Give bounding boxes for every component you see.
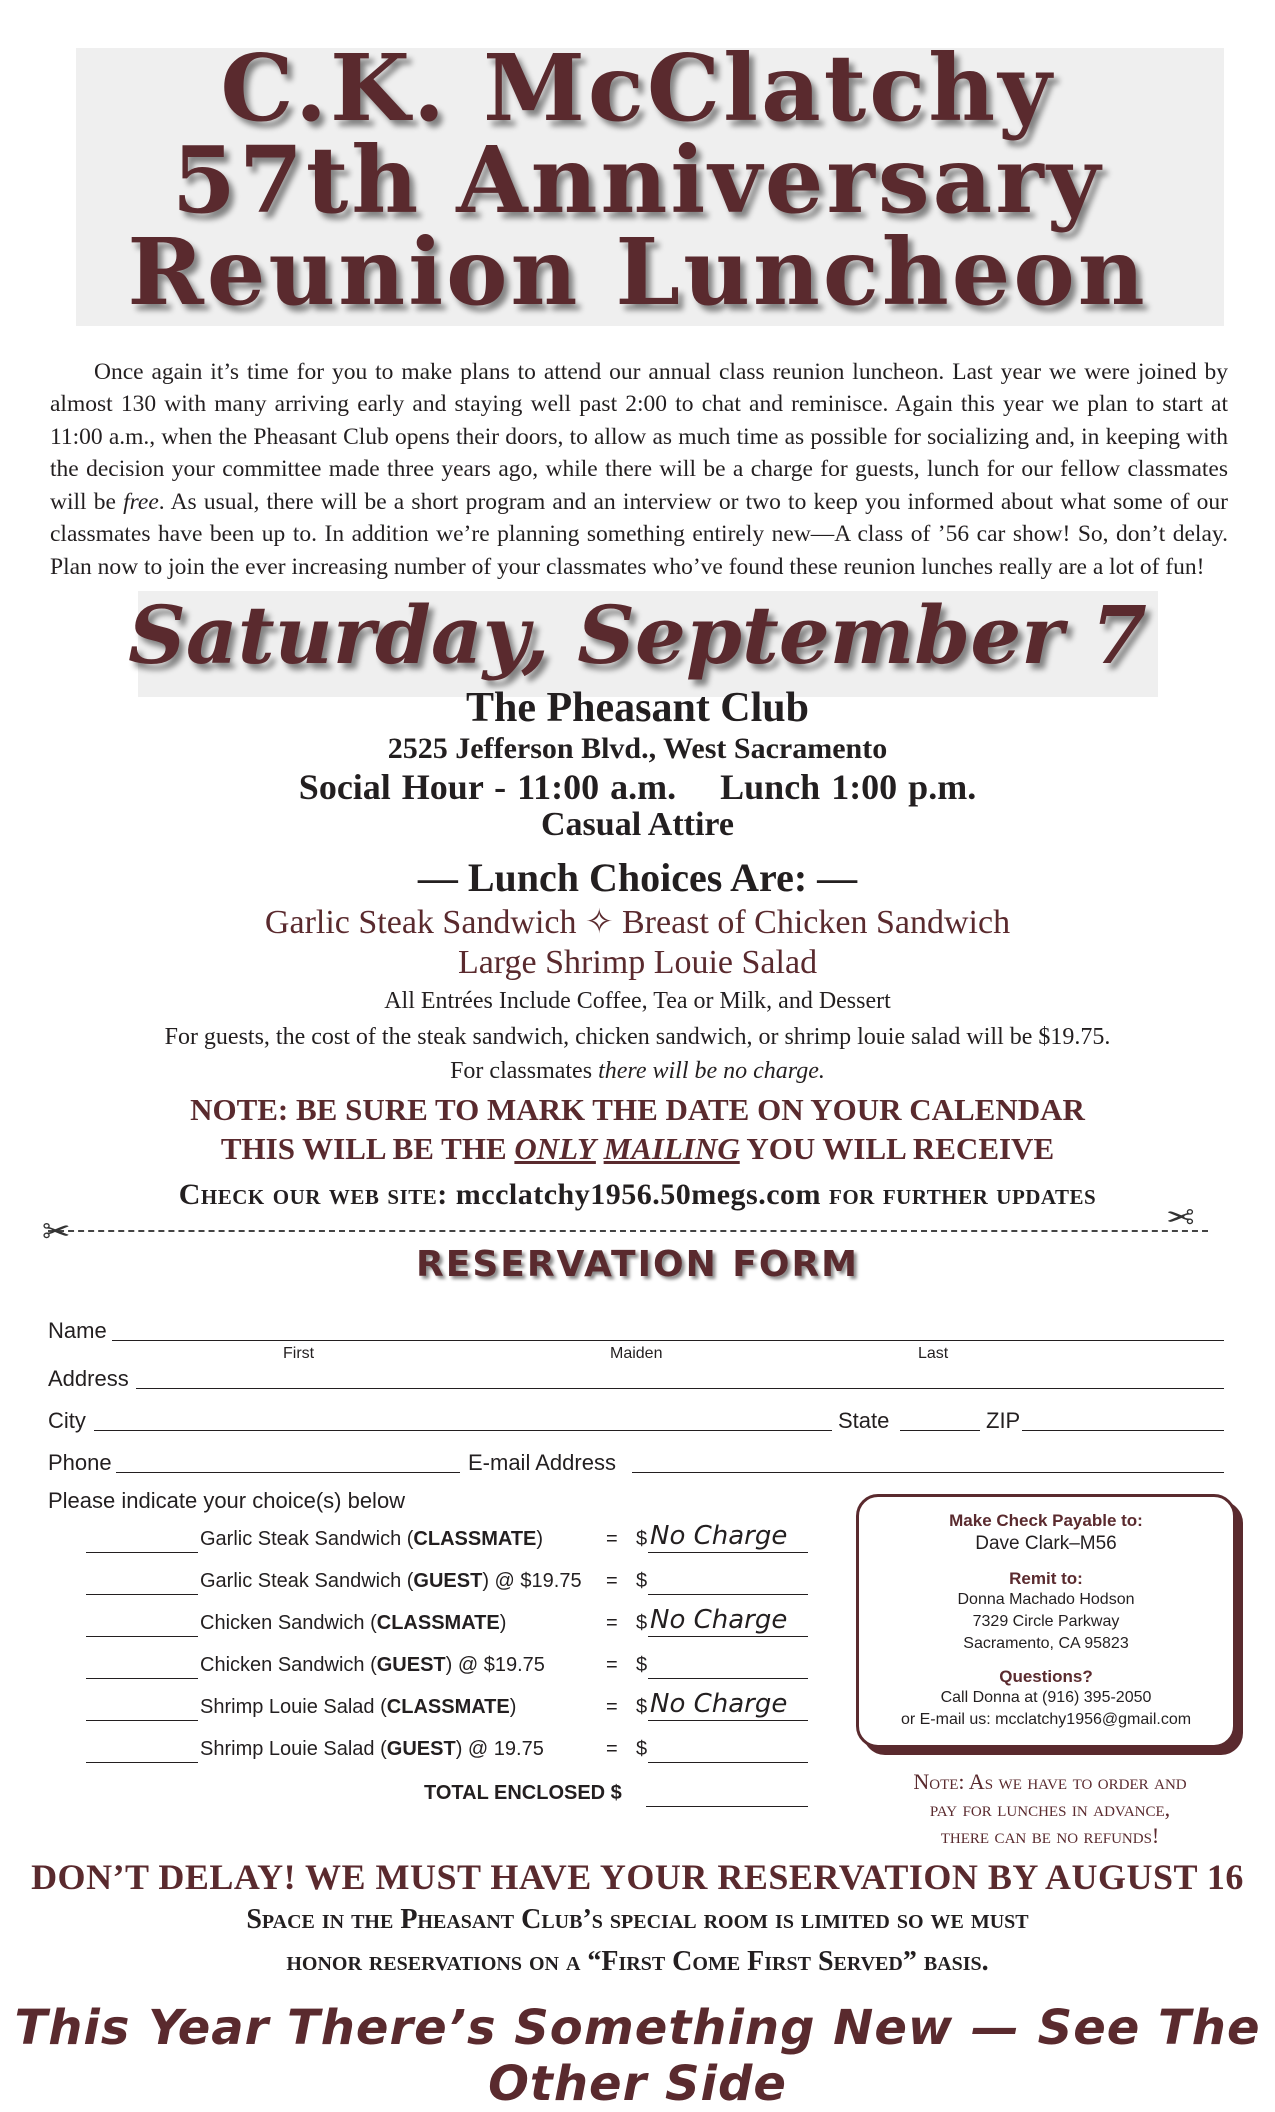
name-label: Name	[48, 1318, 107, 1343]
intro-text-a: Once again it’s time for you to make plans to attend our annual class reunion luncheon. Last year we were joined by almost 130 with many arriving early and staying well past 2:00 to chat and reminisce. Again this year we plan to start at 11:00 a.m., when the Pheasant Club opens their doors, to allow as much time as possible for socializing and, in keeping with the decision your committee made three years ago, while there will be a charge for guests, lunch for our fellow classmates will be	[50, 358, 1228, 515]
city-label: City	[48, 1408, 86, 1433]
intro-text-b: . As usual, there will be a short program and an interview or two to keep you informed about what some of our classmates have been up to. In addition we’re planning something entirely new—A class of ’56 car show! So, don’t delay. Plan now to join the ever increasing number of your classmates who’ve found these reunion lunches really are a lot of fun!	[50, 488, 1228, 580]
note2-only: ONLY	[514, 1131, 596, 1166]
note2-b: YOU WILL RECEIVE	[739, 1131, 1055, 1166]
reservation-form-title: RESERVATION FORM	[416, 1244, 859, 1285]
space-note-2: honor reservations on a “First Come First Served” basis.	[286, 1946, 989, 1977]
dollar-sign: $	[636, 1696, 648, 1718]
attire: Casual Attire	[541, 806, 734, 843]
separator-icon: ✧	[585, 904, 614, 941]
note2-a: THIS WILL BE THE	[220, 1131, 515, 1166]
guest-cost-note: For guests, the cost of the steak sandwich, chicken sandwich, or shrimp louie salad will be $19.75.	[164, 1024, 1111, 1050]
scissors-icon: ✂	[42, 1214, 71, 1251]
equals-sign: =	[606, 1654, 618, 1676]
intro-paragraph	[50, 356, 1228, 584]
web-suffix: for further updates	[821, 1178, 1097, 1211]
equals-sign: =	[606, 1696, 618, 1718]
order-item-label: Shrimp Louie Salad (CLASSMATE)	[200, 1696, 517, 1718]
amount-input[interactable]	[648, 1636, 808, 1637]
zip-input[interactable]	[1022, 1430, 1224, 1431]
zip-label: ZIP	[986, 1408, 1021, 1433]
equals-sign: =	[606, 1570, 618, 1592]
note2-mailing: MAILING	[603, 1131, 740, 1166]
payment-info-box	[856, 1494, 1236, 1748]
event-date: Saturday, September 7	[128, 588, 1147, 682]
email-line: or E-mail us: mcclatchy1956@gmail.com	[900, 1711, 1192, 1728]
refund-line-3: there can be no refunds!	[940, 1823, 1160, 1848]
remit-name: Donna Machado Hodson	[957, 1591, 1135, 1608]
classmate-italic: there will be no charge.	[598, 1058, 825, 1084]
order-item-label: Garlic Steak Sandwich (GUEST) @ $19.75	[200, 1570, 582, 1592]
calendar-note: NOTE: BE SURE TO MARK THE DATE ON YOUR CALENDAR	[190, 1092, 1085, 1127]
quantity-input[interactable]	[86, 1594, 198, 1595]
equals-sign: =	[606, 1738, 618, 1760]
phone-input[interactable]	[116, 1472, 460, 1473]
payable-heading: Make Check Payable to:	[949, 1511, 1143, 1530]
order-item-label: Shrimp Louie Salad (GUEST) @ 19.75	[200, 1738, 544, 1760]
venue-name: The Pheasant Club	[465, 685, 810, 731]
total-enclosed-label: TOTAL ENCLOSED $	[424, 1782, 622, 1804]
no-charge-text: No Charge	[650, 1521, 788, 1551]
classmate-cost-note	[0, 1058, 1275, 1085]
no-charge-text: No Charge	[650, 1689, 788, 1719]
remit-street: 7329 Circle Parkway	[972, 1613, 1120, 1630]
last-label: Last	[918, 1345, 949, 1362]
refund-note	[855, 1768, 1245, 1849]
maiden-label: Maiden	[610, 1345, 663, 1362]
remit-city: Sacramento, CA 95823	[963, 1635, 1129, 1652]
call-line: Call Donna at (916) 395-2050	[940, 1689, 1152, 1706]
indicate-label: Please indicate your choice(s) below	[48, 1488, 406, 1513]
quantity-input[interactable]	[86, 1678, 198, 1679]
intro-free: free	[123, 488, 159, 515]
amount-input[interactable]	[648, 1552, 808, 1553]
dollar-sign: $	[636, 1654, 648, 1676]
title-line-3: Reunion Luncheon	[127, 218, 1148, 326]
venue-address: 2525 Jefferson Blvd., West Sacramento	[387, 732, 888, 765]
email-label: E-mail Address	[468, 1450, 616, 1475]
amount-input[interactable]	[648, 1594, 808, 1595]
amount-input[interactable]	[648, 1720, 808, 1721]
lunch-choices-row-1	[0, 902, 1275, 942]
title-line-1: C.K. McClatchy	[220, 34, 1055, 142]
website-line	[0, 1178, 1275, 1212]
address-label: Address	[48, 1366, 129, 1391]
state-label: State	[838, 1408, 890, 1433]
city-input[interactable]	[94, 1430, 832, 1431]
remit-heading: Remit to:	[1009, 1569, 1083, 1588]
equals-sign: =	[606, 1612, 618, 1634]
order-item-label: Chicken Sandwich (CLASSMATE)	[200, 1612, 507, 1634]
choice-shrimp: Large Shrimp Louie Salad	[457, 944, 818, 981]
quantity-input[interactable]	[86, 1720, 198, 1721]
amount-input[interactable]	[648, 1678, 808, 1679]
space-note-1: Space in the Pheasant Club’s special room is limited so we must	[246, 1904, 1029, 1935]
dollar-sign: $	[636, 1570, 648, 1592]
dollar-sign: $	[636, 1528, 648, 1550]
footer-tagline: This Year There’s Something New — See The Other Side	[14, 2000, 1261, 2112]
quantity-input[interactable]	[86, 1552, 198, 1553]
web-prefix: Check our web site:	[178, 1178, 456, 1211]
order-item-label: Chicken Sandwich (GUEST) @ $19.75	[200, 1654, 545, 1676]
dollar-sign: $	[636, 1738, 648, 1760]
email-input[interactable]	[632, 1472, 1224, 1473]
refund-line-1: Note: As we have to order and	[913, 1769, 1187, 1794]
classmate-prefix: For classmates	[450, 1058, 599, 1084]
cut-line	[48, 1230, 1208, 1232]
amount-input[interactable]	[648, 1762, 808, 1763]
deadline-banner: DON’T DELAY! WE MUST HAVE YOUR RESERVATION BY AUGUST 16	[31, 1857, 1244, 1897]
event-times	[0, 766, 1275, 808]
quantity-input[interactable]	[86, 1762, 198, 1763]
total-input[interactable]	[646, 1806, 808, 1807]
lunch-choices-header: — Lunch Choices Are: —	[417, 855, 858, 900]
order-item-label: Garlic Steak Sandwich (CLASSMATE)	[200, 1528, 544, 1550]
state-input[interactable]	[900, 1430, 980, 1431]
lunch-time: Lunch 1:00 p.m.	[720, 767, 977, 807]
website-link[interactable]: mcclatchy1956.50megs.com	[455, 1178, 822, 1211]
no-charge-text: No Charge	[650, 1605, 788, 1635]
first-label: First	[283, 1345, 315, 1362]
choice-steak: Garlic Steak Sandwich	[264, 904, 577, 941]
quantity-input[interactable]	[86, 1636, 198, 1637]
payable-name: Dave Clark–M56	[975, 1533, 1117, 1554]
refund-line-2: pay for lunches in advance,	[929, 1796, 1171, 1821]
scissors-icon: ✂	[1166, 1200, 1195, 1237]
address-input[interactable]	[136, 1388, 1224, 1389]
entrees-note: All Entrées Include Coffee, Tea or Milk, and Dessert	[384, 988, 891, 1014]
name-input[interactable]	[112, 1340, 1224, 1341]
phone-label: Phone	[48, 1450, 112, 1475]
choice-chicken: Breast of Chicken Sandwich	[622, 904, 1011, 941]
title-line-2: 57th Anniversary	[171, 126, 1104, 234]
equals-sign: =	[606, 1528, 618, 1550]
only-mailing-note	[0, 1131, 1275, 1167]
questions-heading: Questions?	[999, 1667, 1093, 1686]
dollar-sign: $	[636, 1612, 648, 1634]
social-hour: Social Hour - 11:00 a.m.	[298, 767, 677, 807]
